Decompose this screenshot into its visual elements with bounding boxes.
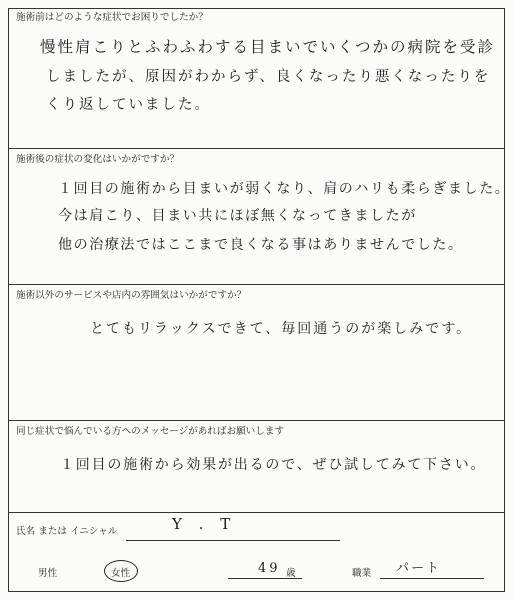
name-value: Y . T (172, 515, 237, 533)
female-option: 女性 (111, 568, 131, 579)
age-underline (228, 578, 302, 579)
question-message: 同じ症状で悩んでいる方へのメッセージがあればお願いします (16, 426, 285, 437)
age-value: 49 (258, 561, 281, 576)
answer-after-line-2: 今は肩こり、目まい共にほぼ無くなってきましたが (58, 208, 417, 224)
section-divider (8, 420, 505, 421)
answer-message-line-1: １回目の施術から効果が出るので、ぜひ試してみて下さい。 (60, 457, 487, 473)
male-option: 男性 (38, 568, 58, 579)
name-underline (126, 540, 340, 541)
section-divider (8, 512, 505, 513)
age-unit: 歳 (286, 568, 296, 579)
answer-after-line-3: 他の治療法ではここまで良くなる事はありませんでした。 (58, 237, 464, 253)
job-label: 職業 (352, 568, 372, 579)
job-value: パート (396, 561, 442, 576)
question-service-atmosphere: 施術以外のサービスや店内の雰囲気はいかがですか？ (16, 290, 247, 301)
section-divider (8, 148, 505, 149)
answer-service-line-1: とてもリラックスできて、毎回通うのが楽しみです。 (90, 321, 473, 337)
answer-before-line-2: しましたが、原因がわからず、良くなったり悪くなったりを (46, 69, 491, 85)
answer-before-line-3: くり返していました。 (46, 97, 211, 113)
name-label: 氏名 または イニシャル (16, 526, 118, 537)
answer-before-line-1: 慢性肩こりとふわふわする目まいでいくつかの病院を受診 (40, 38, 496, 56)
job-underline (380, 578, 484, 579)
answer-after-line-1: １回目の施術から目まいが弱くなり、肩のハリも柔らぎました。 (58, 181, 511, 197)
question-before-treatment: 施術前はどのような症状でお困りでしたか？ (16, 12, 208, 23)
question-after-treatment: 施術後の症状の変化はいかがですか？ (16, 154, 180, 165)
section-divider (8, 284, 505, 285)
female-selected-circle (104, 560, 138, 582)
